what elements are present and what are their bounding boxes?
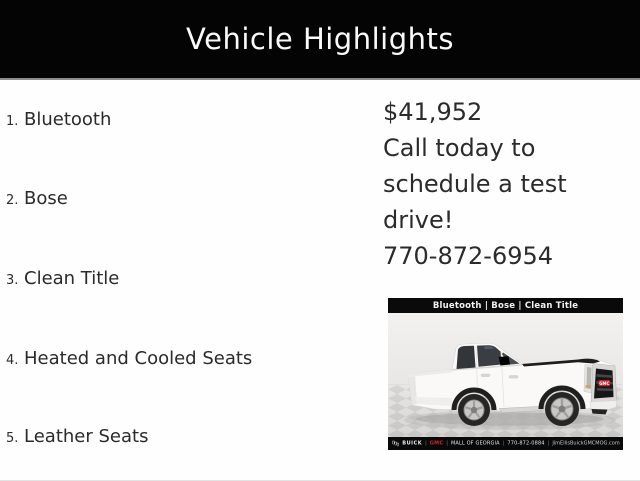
highlight-number: 3. (6, 273, 19, 288)
highlight-item (6, 109, 111, 133)
rear-wheel (458, 394, 490, 426)
grille (591, 364, 617, 403)
vehicle-card (388, 298, 623, 450)
phone-text: 770-872-6954 (383, 242, 554, 270)
banner-label: Bluetooth | Bose | Clean Title (432, 300, 579, 311)
separator: | (502, 440, 505, 446)
truck-shadow (404, 410, 616, 430)
buick-trishield-icon (391, 441, 399, 447)
dealer-phone: 770-872-0884 (507, 440, 545, 446)
vehicle-photo (388, 313, 623, 437)
highlight-label: Bose (24, 188, 68, 209)
card-footer (388, 437, 623, 450)
dealer-website: JimEllisBuickGMCMOG.com (552, 440, 620, 446)
price-text: $41,952 (383, 98, 483, 126)
cta-line: schedule a test (383, 170, 567, 198)
highlight-number: 5. (6, 431, 19, 446)
highlight-number: 4. (6, 353, 19, 368)
highlight-item (6, 188, 68, 212)
front-wheel (545, 392, 579, 426)
dealer-strip (388, 437, 623, 450)
dealer-name: MALL OF GEORGIA (450, 440, 500, 446)
page-title: Vehicle Highlights (186, 22, 454, 56)
highlight-item (6, 348, 252, 372)
separator: | (446, 440, 448, 446)
highlight-item (6, 268, 119, 292)
highlight-label: Leather Seats (24, 426, 149, 447)
offer-block (383, 94, 633, 274)
cta-line: Call today to (383, 134, 536, 162)
highlight-label: Clean Title (24, 268, 120, 289)
highlight-label: Bluetooth (24, 109, 112, 130)
highlight-number: 2. (6, 193, 19, 208)
highlight-label: Heated and Cooled Seats (24, 348, 253, 369)
separator: | (425, 440, 427, 446)
brand-gmc-label: GMC (429, 440, 444, 446)
card-banner (388, 298, 623, 313)
cta-line: drive! (383, 206, 454, 234)
truck-illustration (388, 313, 623, 437)
gmc-badge-label: GMC (599, 380, 610, 386)
highlight-item (6, 426, 148, 450)
header-bar (0, 0, 640, 80)
side-mirror (499, 356, 511, 365)
separator: | (547, 440, 550, 446)
brand-buick-label: BUICK (402, 440, 423, 446)
highlight-number: 1. (6, 114, 19, 129)
